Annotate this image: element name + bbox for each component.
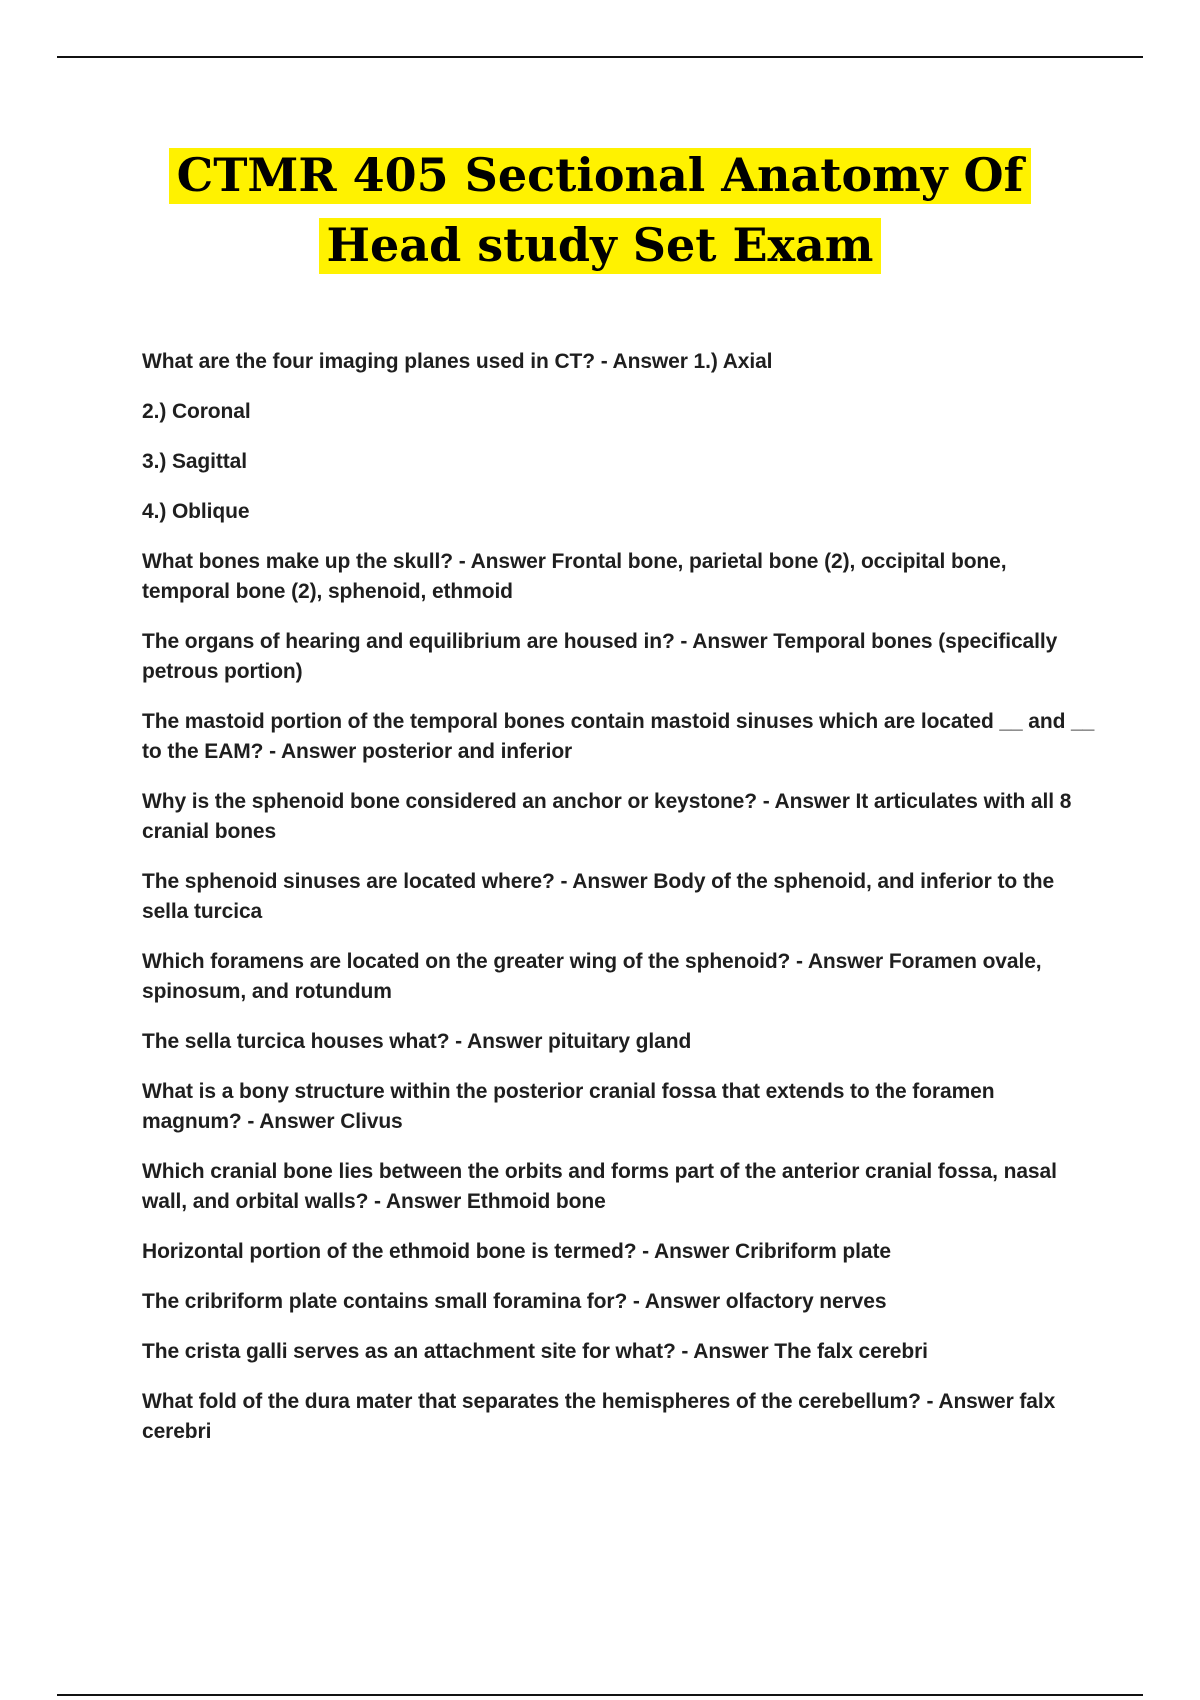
qa-item: What is a bony structure within the posterior cranial fossa that extends to the foramen magnum? - Answer Clivus — [142, 1080, 995, 1133]
title-line-1: CTMR 405 Sectional Anatomy Of — [169, 148, 1032, 204]
qa-list — [142, 347, 1097, 1467]
qa-item: The mastoid portion of the temporal bones contain mastoid sinuses which are located __ and __ to the EAM? - Answer posterior and inferior — [142, 710, 1095, 763]
qa-item: 4.) Oblique — [142, 500, 250, 523]
qa-item: What bones make up the skull? - Answer Frontal bone, parietal bone (2), occipital bone, temporal bone (2), sphenoid, ethmoid — [142, 550, 1007, 603]
qa-item: Which cranial bone lies between the orbits and forms part of the anterior cranial fossa, nasal wall, and orbital walls? - Answer Ethmoid bone — [142, 1160, 1057, 1213]
qa-item: The sella turcica houses what? - Answer pituitary gland — [142, 1030, 692, 1053]
qa-item: Horizontal portion of the ethmoid bone is termed? - Answer Cribriform plate — [142, 1240, 891, 1263]
qa-item: Why is the sphenoid bone considered an anchor or keystone? - Answer It articulates with all 8 cranial bones — [142, 790, 1072, 843]
qa-item: 3.) Sagittal — [142, 450, 247, 473]
qa-item: 2.) Coronal — [142, 400, 251, 423]
bottom-rule — [57, 1694, 1143, 1696]
qa-item: The cribriform plate contains small foramina for? - Answer olfactory nerves — [142, 1290, 887, 1313]
page-title — [0, 140, 1200, 280]
qa-item: The organs of hearing and equilibrium are housed in? - Answer Temporal bones (specifically petrous portion) — [142, 630, 1058, 683]
qa-item: The crista galli serves as an attachment site for what? - Answer The falx cerebri — [142, 1340, 928, 1363]
title-line-2: Head study Set Exam — [319, 218, 882, 274]
qa-item: What fold of the dura mater that separates the hemispheres of the cerebellum? - Answer falx cerebri — [142, 1390, 1056, 1443]
qa-item: The sphenoid sinuses are located where? - Answer Body of the sphenoid, and inferior to the sella turcica — [142, 870, 1055, 923]
qa-item: What are the four imaging planes used in CT? - Answer 1.) Axial — [142, 350, 773, 373]
top-rule — [57, 56, 1143, 58]
qa-item: Which foramens are located on the greater wing of the sphenoid? - Answer Foramen ovale, spinosum, and rotundum — [142, 950, 1042, 1003]
